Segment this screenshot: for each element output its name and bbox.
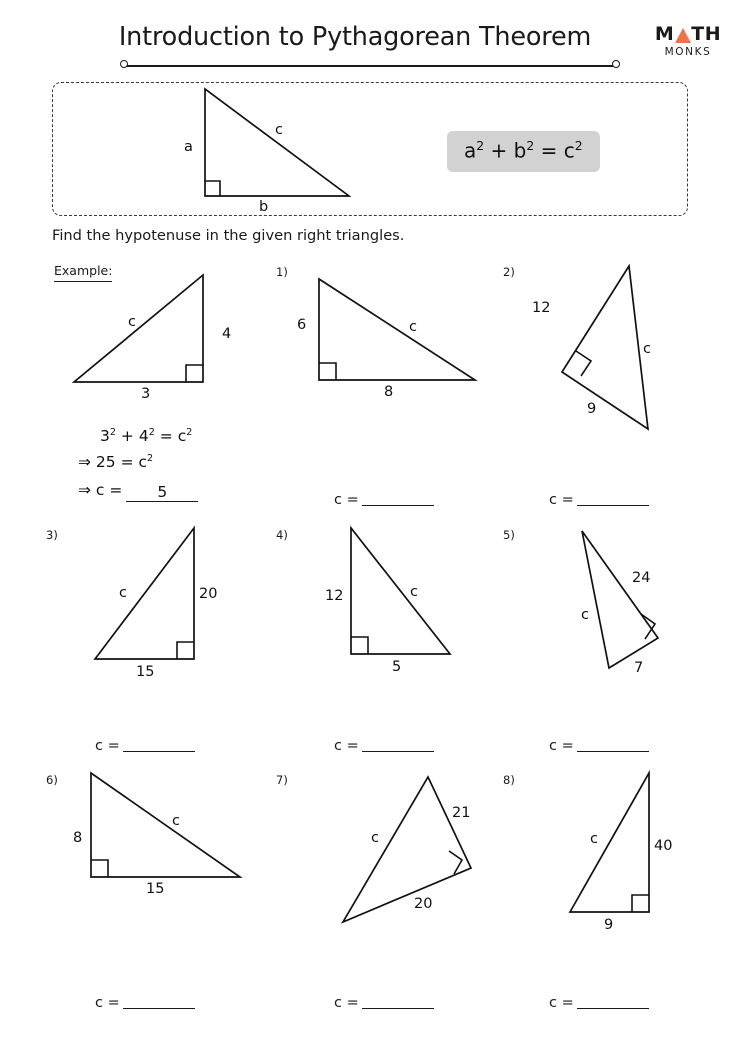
problem-6-label-hyp: c bbox=[172, 813, 180, 829]
problem-5-answer-prefix: c = bbox=[549, 738, 574, 754]
logo-text-right: TH bbox=[691, 23, 722, 45]
problem-5-label-hyp: c bbox=[581, 607, 589, 623]
problem-number-1: 1) bbox=[276, 265, 288, 279]
definition-label-a: a bbox=[184, 139, 193, 155]
problem-5-label-leg1: 24 bbox=[632, 570, 651, 586]
problem-3-label-horizontal: 15 bbox=[136, 664, 155, 680]
problem-6-answer-blank[interactable] bbox=[123, 1007, 195, 1009]
work1-eq-exp: 2 bbox=[186, 427, 193, 438]
problem-3-label-vertical: 20 bbox=[199, 586, 218, 602]
work1-b-exp: 2 bbox=[148, 427, 155, 438]
work3-text: ⇒ c = bbox=[78, 481, 123, 499]
formula-a-exponent: 2 bbox=[476, 138, 485, 153]
problem-2-label-leg1: 12 bbox=[532, 300, 551, 316]
work1-eq: = c bbox=[159, 427, 187, 446]
problem-6-answer-prefix: c = bbox=[95, 995, 120, 1011]
problem-6-answer bbox=[95, 995, 195, 1011]
definition-label-c: c bbox=[275, 122, 283, 138]
problem-7-label-leg1: 21 bbox=[452, 805, 471, 821]
problem-2-label-hyp: c bbox=[643, 341, 651, 357]
example-label-horizontal: 3 bbox=[141, 386, 151, 402]
problem-4-label-vertical: 12 bbox=[325, 588, 344, 604]
formula-c: c bbox=[563, 138, 575, 163]
problem-number-4: 4) bbox=[276, 528, 288, 542]
formula-b: b bbox=[513, 138, 527, 163]
formula-plus: + bbox=[490, 138, 508, 163]
example-label: Example: bbox=[54, 263, 112, 282]
work1-op: + bbox=[120, 427, 134, 446]
problem-4-label-hyp: c bbox=[410, 584, 418, 600]
problem-7-label-leg2: 20 bbox=[414, 896, 433, 912]
problem-number-7: 7) bbox=[276, 773, 288, 787]
problem-2-label-leg2: 9 bbox=[587, 401, 597, 417]
problem-number-6: 6) bbox=[46, 773, 58, 787]
problem-4-answer-prefix: c = bbox=[334, 738, 359, 754]
problem-number-3: 3) bbox=[46, 528, 58, 542]
problem-3-label-hyp: c bbox=[119, 585, 127, 601]
formula-b-exponent: 2 bbox=[526, 138, 535, 153]
page-title: Introduction to Pythagorean Theorem bbox=[118, 22, 592, 52]
example-label-vertical: 4 bbox=[222, 326, 232, 342]
problem-7-answer bbox=[334, 995, 434, 1011]
work1-b: 4 bbox=[138, 427, 149, 446]
problem-8-label-hyp: c bbox=[590, 831, 598, 847]
problem-8-answer-prefix: c = bbox=[549, 995, 574, 1011]
formula-c-exponent: 2 bbox=[574, 138, 583, 153]
problem-3-answer-prefix: c = bbox=[95, 738, 120, 754]
problem-6-label-horizontal: 15 bbox=[146, 881, 165, 897]
work1-a: 3 bbox=[100, 427, 110, 446]
problem-number-2: 2) bbox=[503, 265, 515, 279]
problem-5-label-leg2: 7 bbox=[634, 660, 644, 676]
problem-2-answer-prefix: c = bbox=[549, 492, 574, 508]
example-answer-blank: 5 bbox=[126, 483, 198, 502]
work2-exp: 2 bbox=[147, 453, 154, 464]
problem-1-label-hyp: c bbox=[409, 319, 417, 335]
logo-text-left: M bbox=[654, 23, 675, 45]
problem-7-answer-prefix: c = bbox=[334, 995, 359, 1011]
problem-6-label-vertical: 8 bbox=[73, 830, 83, 846]
problem-8-label-vertical: 40 bbox=[654, 838, 673, 854]
definition-label-b: b bbox=[259, 199, 269, 215]
logo-subtext: MONKS bbox=[664, 46, 712, 58]
problem-7-answer-blank[interactable] bbox=[362, 1007, 434, 1009]
problem-1-label-horizontal: 8 bbox=[384, 384, 394, 400]
problem-8-answer bbox=[549, 995, 649, 1011]
problem-7-label-hyp: c bbox=[371, 830, 379, 846]
work1-a-exp: 2 bbox=[109, 427, 116, 438]
problem-1-label-vertical: 6 bbox=[297, 317, 307, 333]
instruction-text: Find the hypotenuse in the given right triangles. bbox=[52, 227, 405, 244]
formula-a: a bbox=[464, 138, 477, 163]
problem-4-label-horizontal: 5 bbox=[392, 659, 402, 675]
problem-number-8: 8) bbox=[503, 773, 515, 787]
problem-1-answer-prefix: c = bbox=[334, 492, 359, 508]
example-label-hyp: c bbox=[128, 314, 136, 330]
problem-8-answer-blank[interactable] bbox=[577, 1007, 649, 1009]
problem-8-label-horizontal: 9 bbox=[604, 917, 614, 933]
formula-equals: = bbox=[540, 138, 558, 163]
problem-number-5: 5) bbox=[503, 528, 515, 542]
work2-text: ⇒ 25 = c bbox=[78, 453, 148, 472]
